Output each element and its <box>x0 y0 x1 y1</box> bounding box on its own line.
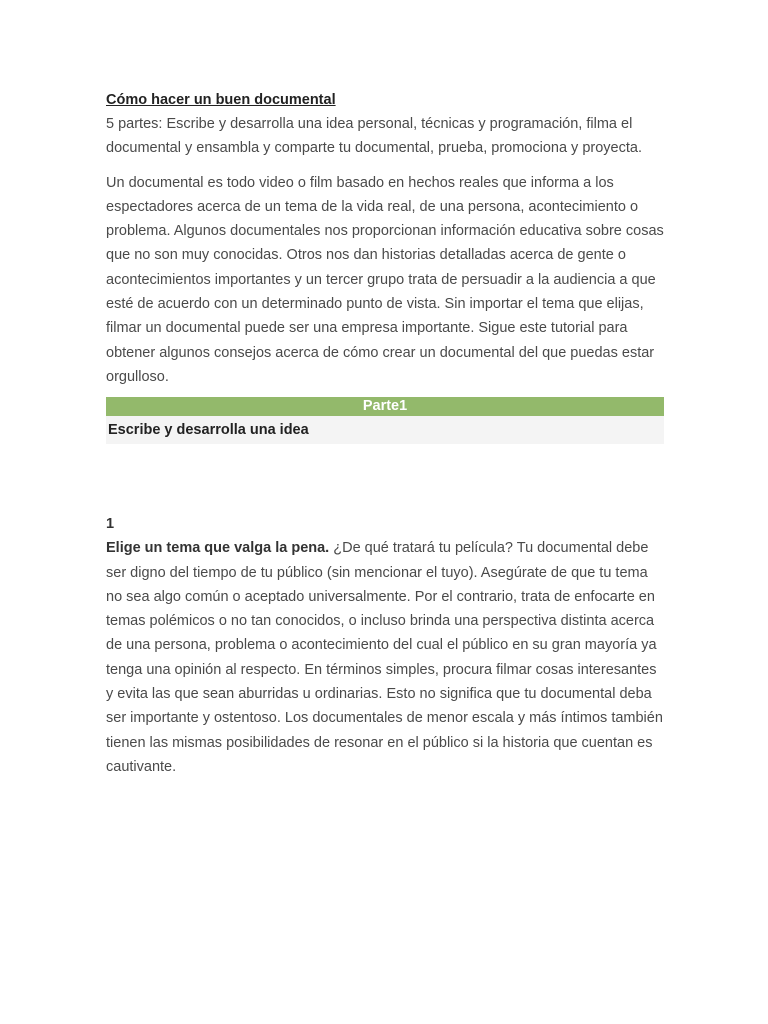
step-number: 1 <box>106 516 115 533</box>
body-paragraph: Un documental es todo video o film basado en hechos reales que informa a los espectadores acerca de un tema de la vida real, de una persona, acontecimiento o problema. Algunos documentales nos proporcionan información educativa sobre cosas que no son muy conocidas. Otros nos dan historias detalladas acerca de gente o acontecimientos importantes y un tercer grupo trata de persuadir a la audiencia a que esté de acuerdo con un determinado punto de vista. Sin importar el tema que elijas, filmar un documental puede ser una empresa importante. Sigue este tutorial para obtener algunos consejos acerca de cómo crear un documental del que puedas estar orgulloso. <box>106 174 664 385</box>
document-title: Cómo hacer un buen documental <box>106 92 336 108</box>
step-paragraph <box>106 536 664 779</box>
part-heading: Escribe y desarrolla una idea <box>106 416 664 444</box>
part-banner: Parte1 <box>106 397 664 416</box>
step-text: ¿De qué tratará tu película? Tu documental debe ser digno del tiempo de tu público (sin mencionar el tuyo). Asegúrate de que tu tema no sea algo común o aceptado universalmente. Por el contrario, trata de enfocarte en temas polémicos o no tan conocidos, o incluso brinda una perspectiva distinta acerca de una persona, problema o acontecimiento del cual el público en su gran mayoría ya tenga una opinión al respecto. En términos simples, procura filmar cosas interesantes y evita las que sean aburridas u ordinarias. Esto no significa que tu documental deba ser importante y ostentoso. Los documentales de menor escala y más íntimos también tienen las mismas posibilidades de resonar en el público si la historia que cuentan es cautivante. <box>106 540 663 775</box>
step-title: Elige un tema que valga la pena. <box>106 540 330 557</box>
intro-paragraph: 5 partes: Escribe y desarrolla una idea personal, técnicas y programación, filma el documental y ensambla y comparte tu documental, prueba, promociona y proyecta. <box>106 116 642 157</box>
document-content <box>106 89 664 779</box>
